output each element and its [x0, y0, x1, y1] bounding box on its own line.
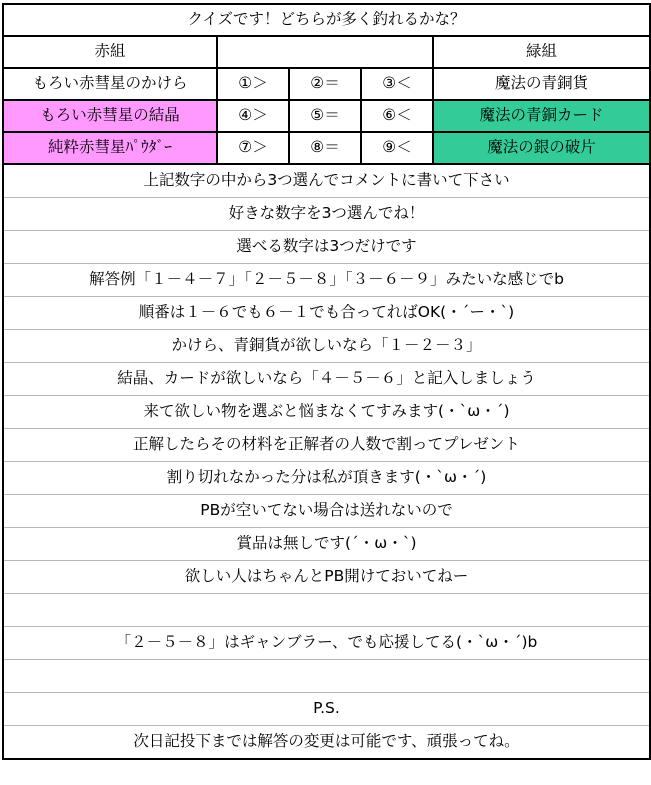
option-8: ⑧＝: [289, 132, 361, 164]
message-row: [3, 693, 650, 726]
green-item-cell: 魔法の青銅カード: [433, 100, 650, 132]
green-team-header: 緑組: [433, 36, 650, 68]
option-2: ②＝: [289, 68, 361, 100]
message-row: [3, 495, 650, 528]
message-text: 「２－５－８」はギャンブラー、でも応援してる(・`ω・´)b: [3, 627, 650, 660]
message-row: [3, 164, 650, 198]
red-item-cell: 純粋赤彗星ﾊﾟｳﾀﾞｰ: [3, 132, 217, 164]
item-row: [3, 132, 650, 164]
message-row: [3, 561, 650, 594]
middle-header: [217, 36, 433, 68]
message-row: [3, 363, 650, 396]
message-text: 好きな数字を3つ選んでね！: [3, 198, 650, 231]
title-row: [3, 4, 650, 36]
message-text: 上記数字の中から3つ選んでコメントに書いて下さい: [3, 164, 650, 198]
option-4: ④＞: [217, 100, 289, 132]
message-text: [3, 660, 650, 693]
red-team-header: 赤組: [3, 36, 217, 68]
item-row: [3, 100, 650, 132]
green-item-cell: 魔法の銀の破片: [433, 132, 650, 164]
option-7: ⑦＞: [217, 132, 289, 164]
message-row: [3, 297, 650, 330]
message-row: [3, 726, 650, 760]
option-5: ⑤＝: [289, 100, 361, 132]
message-row: [3, 462, 650, 495]
option-6: ⑥＜: [361, 100, 433, 132]
message-text: [3, 594, 650, 627]
message-text: P.S.: [3, 693, 650, 726]
message-text: 割り切れなかった分は私が頂きます(・`ω・´): [3, 462, 650, 495]
message-text: 欲しい人はちゃんとPB開けておいてねー: [3, 561, 650, 594]
message-row: [3, 627, 650, 660]
option-9: ⑨＜: [361, 132, 433, 164]
option-1: ①＞: [217, 68, 289, 100]
empty-row: [3, 660, 650, 693]
quiz-title: クイズです！どちらが多く釣れるかな？: [3, 4, 650, 36]
message-text: PBが空いてない場合は送れないので: [3, 495, 650, 528]
message-text: 正解したらその材料を正解者の人数で割ってプレゼント: [3, 429, 650, 462]
message-text: 選べる数字は3つだけです: [3, 231, 650, 264]
message-text: 解答例「１－４－７」「２－５－８」「３－６－９」みたいな感じでb: [3, 264, 650, 297]
message-text: 賞品は無しです(´・ω・`): [3, 528, 650, 561]
message-row: [3, 528, 650, 561]
message-row: [3, 231, 650, 264]
message-row: [3, 396, 650, 429]
message-row: [3, 330, 650, 363]
message-text: 結晶、カードが欲しいなら「４－５－６」と記入しましょう: [3, 363, 650, 396]
message-text: 来て欲しい物を選ぶと悩まなくてすみます(・`ω・´): [3, 396, 650, 429]
red-item-cell: もろい赤彗星のかけら: [3, 68, 217, 100]
message-row: [3, 429, 650, 462]
item-row: [3, 68, 650, 100]
message-text: 順番は１－６でも６－１でも合ってればOK(・´ー・`): [3, 297, 650, 330]
message-text: 次日記投下までは解答の変更は可能です、頑張ってね。: [3, 726, 650, 760]
message-row: [3, 198, 650, 231]
team-header-row: [3, 36, 650, 68]
quiz-table: [2, 3, 651, 760]
message-text: かけら、青銅貨が欲しいなら「１－２－３」: [3, 330, 650, 363]
empty-row: [3, 594, 650, 627]
message-row: [3, 264, 650, 297]
red-item-cell: もろい赤彗星の結晶: [3, 100, 217, 132]
option-3: ③＜: [361, 68, 433, 100]
green-item-cell: 魔法の青銅貨: [433, 68, 650, 100]
